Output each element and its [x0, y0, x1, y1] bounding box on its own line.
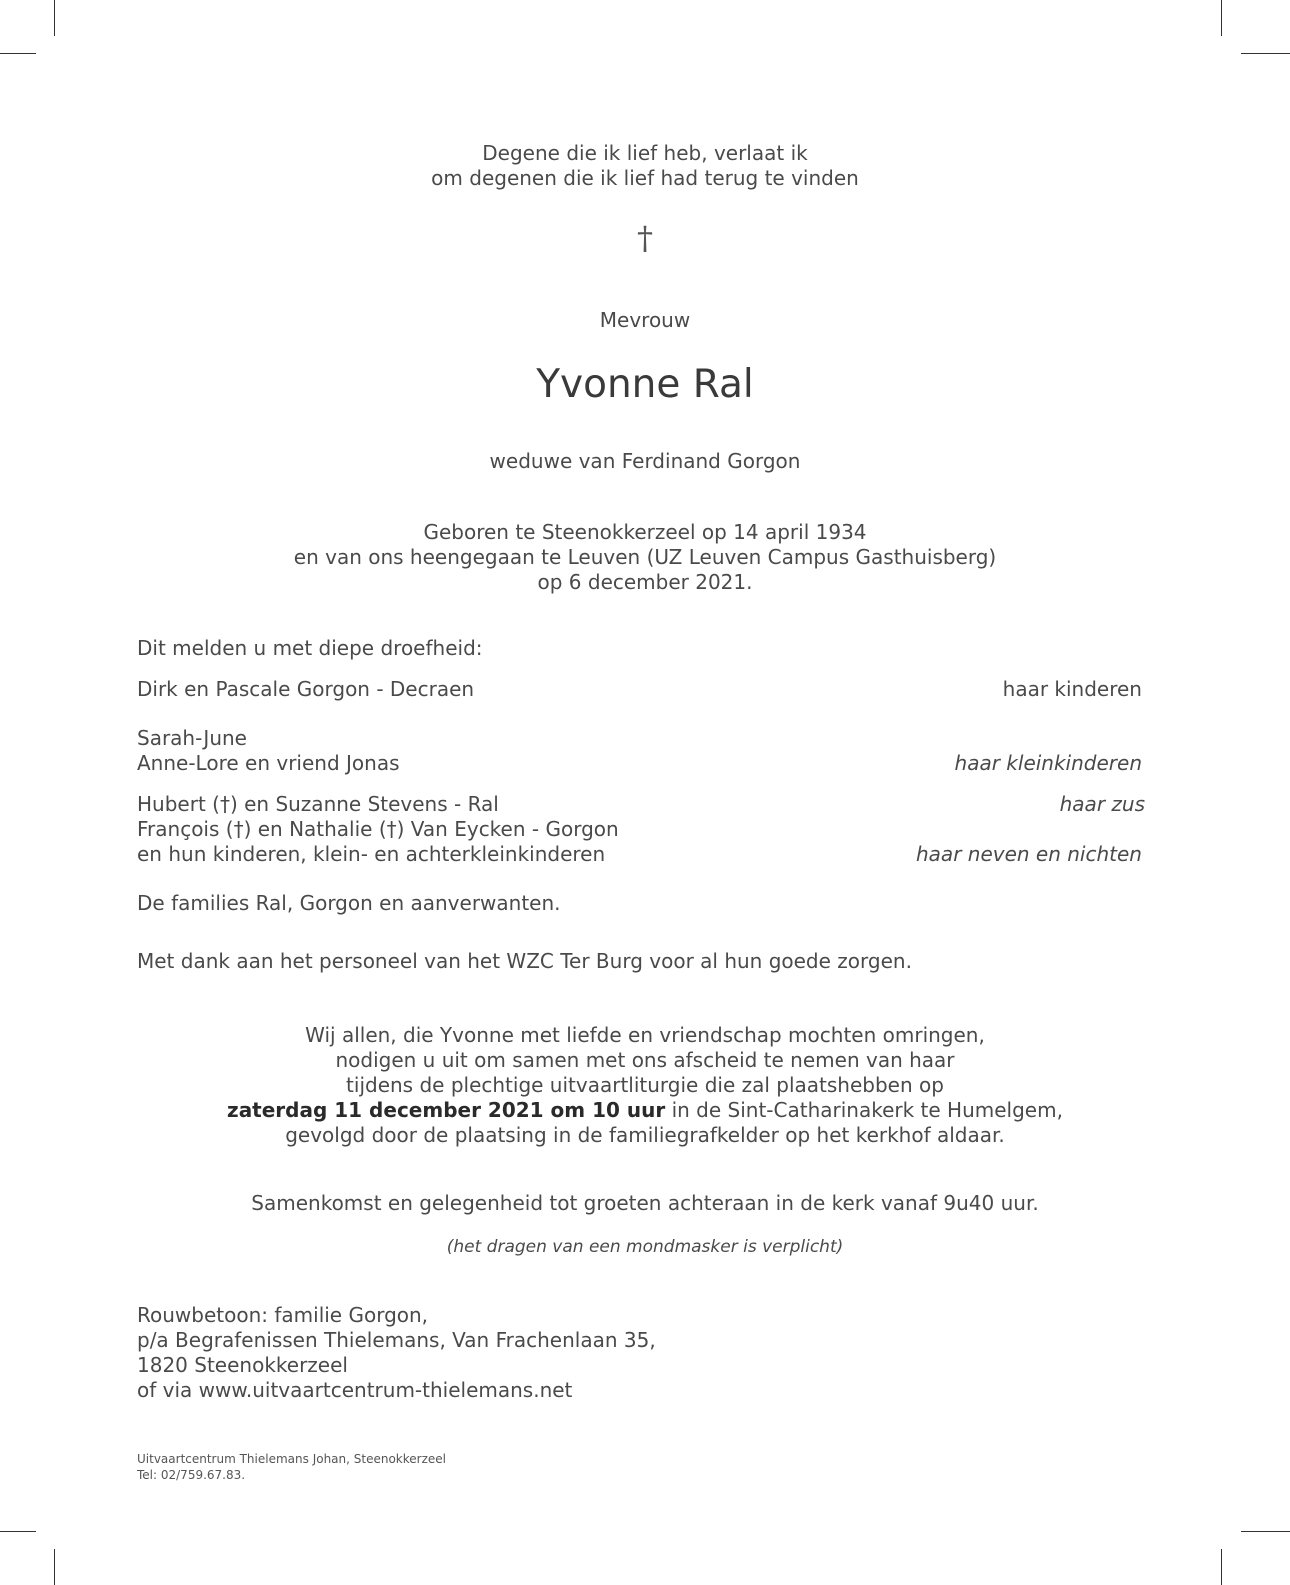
invitation-line-5: gevolgd door de plaatsing in de familiegrafkelder op het kerkhof aldaar.: [285, 1123, 1005, 1147]
children-names: Dirk en Pascale Gorgon - Decraen: [137, 677, 475, 701]
funeral-date: zaterdag 11 december 2021 om 10 uur: [227, 1098, 666, 1122]
mask-note: (het dragen van een mondmasker is verplicht): [446, 1237, 844, 1257]
born-line-2: en van ons heengegaan te Leuven (UZ Leuven Campus Gasthuisberg): [293, 545, 997, 569]
invitation-line-1: Wij allen, die Yvonne met liefde en vriendschap mochten omringen,: [305, 1023, 985, 1047]
honorific-title: Mevrouw: [599, 308, 691, 332]
children-label: haar kinderen: [1002, 677, 1142, 701]
condolence-line-2: p/a Begrafenissen Thielemans, Van Frachenlaan 35,: [137, 1328, 656, 1352]
announcement: Dit melden u met diepe droefheid:: [137, 636, 483, 660]
invitation-line-3: tijdens de plechtige uitvaartliturgie die zal plaatshebben op: [346, 1073, 944, 1097]
footer-line-2: Tel: 02/759.67.83.: [137, 1468, 246, 1482]
quote-line-1: Degene die ik lief heb, verlaat ik: [482, 141, 808, 165]
invitation-line-4: [0, 1098, 1290, 1123]
birth-death-info: [0, 520, 1290, 595]
condolence-line-1: Rouwbetoon: familie Gorgon,: [137, 1303, 429, 1327]
nephews-label: haar neven en nichten: [916, 842, 1142, 866]
crop-mark-top-left-h: [0, 53, 36, 54]
families-line: De families Ral, Gorgon en aanverwanten.: [137, 891, 561, 915]
grandchild-1: Sarah-June: [137, 726, 247, 750]
crop-mark-bottom-right-h: [1241, 1531, 1290, 1532]
funeral-location: in de Sint-Catharinakerk te Humelgem,: [665, 1098, 1063, 1122]
cross-icon: †: [637, 219, 653, 257]
widow-line: weduwe van Ferdinand Gorgon: [489, 449, 801, 473]
footer-info: [137, 1451, 446, 1483]
gathering-info: Samenkomst en gelegenheid tot groeten achteraan in de kerk vanaf 9u40 uur.: [251, 1191, 1039, 1215]
thanks-line: Met dank aan het personeel van het WZC Ter Burg voor al hun goede zorgen.: [137, 949, 912, 973]
condolence-line-3: 1820 Steenokkerzeel: [137, 1353, 348, 1377]
sibling-2: François (†) en Nathalie (†) Van Eycken - Gorgon: [137, 817, 619, 841]
opening-quote: [0, 141, 1290, 191]
deceased-name: Yvonne Ral: [536, 362, 754, 407]
crop-mark-top-left-v: [54, 0, 55, 36]
invitation-line-2: nodigen u uit om samen met ons afscheid te nemen van haar: [335, 1048, 955, 1072]
grandchildren-label: haar kleinkinderen: [954, 751, 1142, 775]
born-line-1: Geboren te Steenokkerzeel op 14 april 1934: [423, 520, 867, 544]
grandchild-2: Anne-Lore en vriend Jonas: [137, 751, 400, 775]
crop-mark-bottom-left-h: [0, 1531, 36, 1532]
crop-mark-bottom-right-v: [1221, 1549, 1222, 1585]
condolence-link[interactable]: of via www.uitvaartcentrum-thielemans.net: [137, 1378, 573, 1402]
crop-mark-top-right-v: [1221, 0, 1222, 36]
quote-line-2: om degenen die ik lief had terug te vinden: [431, 166, 859, 190]
sibling-label: haar zus: [1059, 792, 1145, 816]
sibling-3: en hun kinderen, klein- en achterkleinkinderen: [137, 842, 606, 866]
sibling-1: Hubert (†) en Suzanne Stevens - Ral: [137, 792, 499, 816]
footer-line-1: Uitvaartcentrum Thielemans Johan, Steenokkerzeel: [137, 1452, 446, 1466]
invitation-block: [0, 1023, 1290, 1148]
born-line-3: op 6 december 2021.: [537, 570, 753, 594]
crop-mark-bottom-left-v: [54, 1549, 55, 1585]
crop-mark-top-right-h: [1241, 53, 1290, 54]
